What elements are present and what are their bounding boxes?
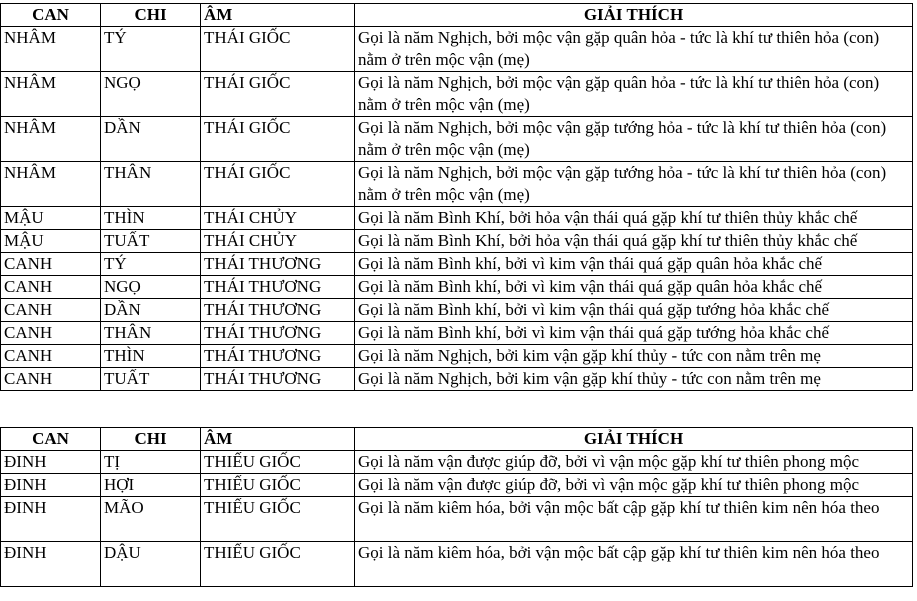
cell-am: THIẾU GIỐC <box>201 451 355 474</box>
header-am: ÂM <box>201 428 355 451</box>
cell-can: ĐINH <box>1 474 101 497</box>
table-row <box>1 276 913 299</box>
header-chi: CHI <box>101 428 201 451</box>
cell-can: MẬU <box>1 230 101 253</box>
table-row <box>1 368 913 391</box>
cell-am: THIẾU GIỐC <box>201 474 355 497</box>
cell-giai-thich: Gọi là năm kiêm hóa, bởi vận mộc bất cập gặp khí tư thiên kim nên hóa theo <box>355 542 913 587</box>
table-row <box>1 162 913 207</box>
cell-can: NHÂM <box>1 117 101 162</box>
cell-can: NHÂM <box>1 72 101 117</box>
cell-am: THÁI THƯƠNG <box>201 345 355 368</box>
cell-giai-thich: Gọi là năm Nghịch, bởi kim vận gặp khí thủy - tức con nằm trên mẹ <box>355 345 913 368</box>
cell-giai-thich: Gọi là năm kiêm hóa, bởi vận mộc bất cập gặp khí tư thiên kim nên hóa theo <box>355 497 913 542</box>
cell-chi: NGỌ <box>101 72 201 117</box>
cell-am: THÁI THƯƠNG <box>201 368 355 391</box>
cell-giai-thich: Gọi là năm Nghịch, bởi mộc vận gặp tướng hỏa - tức là khí tư thiên hỏa (con) nằm ở trên mộc vận (mẹ) <box>355 117 913 162</box>
cell-chi: TÝ <box>101 27 201 72</box>
cell-chi: THÌN <box>101 207 201 230</box>
cell-can: ĐINH <box>1 451 101 474</box>
cell-chi: THÂN <box>101 162 201 207</box>
cell-am: THÁI THƯƠNG <box>201 253 355 276</box>
cell-chi: THÂN <box>101 322 201 345</box>
cell-giai-thich: Gọi là năm Bình khí, bởi vì kim vận thái quá gặp quân hỏa khắc chế <box>355 276 913 299</box>
table-bottom <box>0 427 913 587</box>
cell-am: THIẾU GIỐC <box>201 497 355 542</box>
cell-can: CANH <box>1 299 101 322</box>
cell-can: CANH <box>1 322 101 345</box>
cell-am: THIẾU GIỐC <box>201 542 355 587</box>
cell-chi: TÝ <box>101 253 201 276</box>
table-header-row <box>1 4 913 27</box>
cell-giai-thich: Gọi là năm Nghịch, bởi mộc vận gặp quân hỏa - tức là khí tư thiên hỏa (con) nằm ở trên mộc vận (mẹ) <box>355 72 913 117</box>
cell-can: NHÂM <box>1 27 101 72</box>
header-am: ÂM <box>201 4 355 27</box>
cell-am: THÁI GIỐC <box>201 117 355 162</box>
cell-can: CANH <box>1 345 101 368</box>
table-row <box>1 253 913 276</box>
cell-giai-thich: Gọi là năm vận được giúp đỡ, bởi vì vận mộc gặp khí tư thiên phong mộc <box>355 474 913 497</box>
cell-giai-thich: Gọi là năm Bình Khí, bởi hỏa vận thái quá gặp khí tư thiên thủy khắc chế <box>355 207 913 230</box>
header-can: CAN <box>1 428 101 451</box>
table-row <box>1 230 913 253</box>
cell-can: ĐINH <box>1 542 101 587</box>
cell-can: MẬU <box>1 207 101 230</box>
cell-giai-thich: Gọi là năm Bình khí, bởi vì kim vận thái quá gặp quân hỏa khắc chế <box>355 253 913 276</box>
cell-giai-thich: Gọi là năm Bình Khí, bởi hỏa vận thái quá gặp khí tư thiên thủy khắc chế <box>355 230 913 253</box>
cell-chi: TUẤT <box>101 230 201 253</box>
table-header-row <box>1 428 913 451</box>
cell-giai-thich: Gọi là năm Nghịch, bởi kim vận gặp khí thủy - tức con nằm trên mẹ <box>355 368 913 391</box>
cell-chi: TỊ <box>101 451 201 474</box>
table-row <box>1 322 913 345</box>
cell-chi: DẦN <box>101 299 201 322</box>
cell-giai-thich: Gọi là năm vận được giúp đỡ, bởi vì vận mộc gặp khí tư thiên phong mộc <box>355 451 913 474</box>
table-row <box>1 451 913 474</box>
table-row <box>1 474 913 497</box>
table-row <box>1 207 913 230</box>
cell-chi: DẬU <box>101 542 201 587</box>
cell-am: THÁI CHỦY <box>201 230 355 253</box>
cell-am: THÁI THƯƠNG <box>201 276 355 299</box>
cell-am: THÁI GIỐC <box>201 162 355 207</box>
table-row <box>1 497 913 542</box>
header-giai-thich: GIẢI THÍCH <box>355 4 913 27</box>
cell-can: ĐINH <box>1 497 101 542</box>
table-top-bottom-clip <box>0 411 912 415</box>
table-top <box>0 3 913 391</box>
cell-giai-thich: Gọi là năm Bình khí, bởi vì kim vận thái quá gặp tướng hỏa khắc chế <box>355 299 913 322</box>
cell-can: NHÂM <box>1 162 101 207</box>
cell-chi: MÃO <box>101 497 201 542</box>
table-row <box>1 72 913 117</box>
cell-giai-thich: Gọi là năm Nghịch, bởi mộc vận gặp tướng hỏa - tức là khí tư thiên hỏa (con) nằm ở trên mộc vận (mẹ) <box>355 162 913 207</box>
cell-chi: HỢI <box>101 474 201 497</box>
table-row <box>1 299 913 322</box>
cell-chi: TUẤT <box>101 368 201 391</box>
cell-giai-thich: Gọi là năm Bình khí, bởi vì kim vận thái quá gặp tướng hỏa khắc chế <box>355 322 913 345</box>
cell-am: THÁI GIỐC <box>201 27 355 72</box>
cell-am: THÁI THƯƠNG <box>201 322 355 345</box>
header-can: CAN <box>1 4 101 27</box>
cell-can: CANH <box>1 368 101 391</box>
cell-can: CANH <box>1 276 101 299</box>
cell-am: THÁI CHỦY <box>201 207 355 230</box>
table-row <box>1 27 913 72</box>
cell-am: THÁI GIỐC <box>201 72 355 117</box>
header-chi: CHI <box>101 4 201 27</box>
cell-chi: THÌN <box>101 345 201 368</box>
table-row <box>1 542 913 587</box>
header-giai-thich: GIẢI THÍCH <box>355 428 913 451</box>
cell-am: THÁI THƯƠNG <box>201 299 355 322</box>
cell-chi: DẦN <box>101 117 201 162</box>
cell-giai-thich: Gọi là năm Nghịch, bởi mộc vận gặp quân hỏa - tức là khí tư thiên hỏa (con) nằm ở trên mộc vận (mẹ) <box>355 27 913 72</box>
cell-chi: NGỌ <box>101 276 201 299</box>
table-row <box>1 117 913 162</box>
cell-can: CANH <box>1 253 101 276</box>
table-row <box>1 345 913 368</box>
